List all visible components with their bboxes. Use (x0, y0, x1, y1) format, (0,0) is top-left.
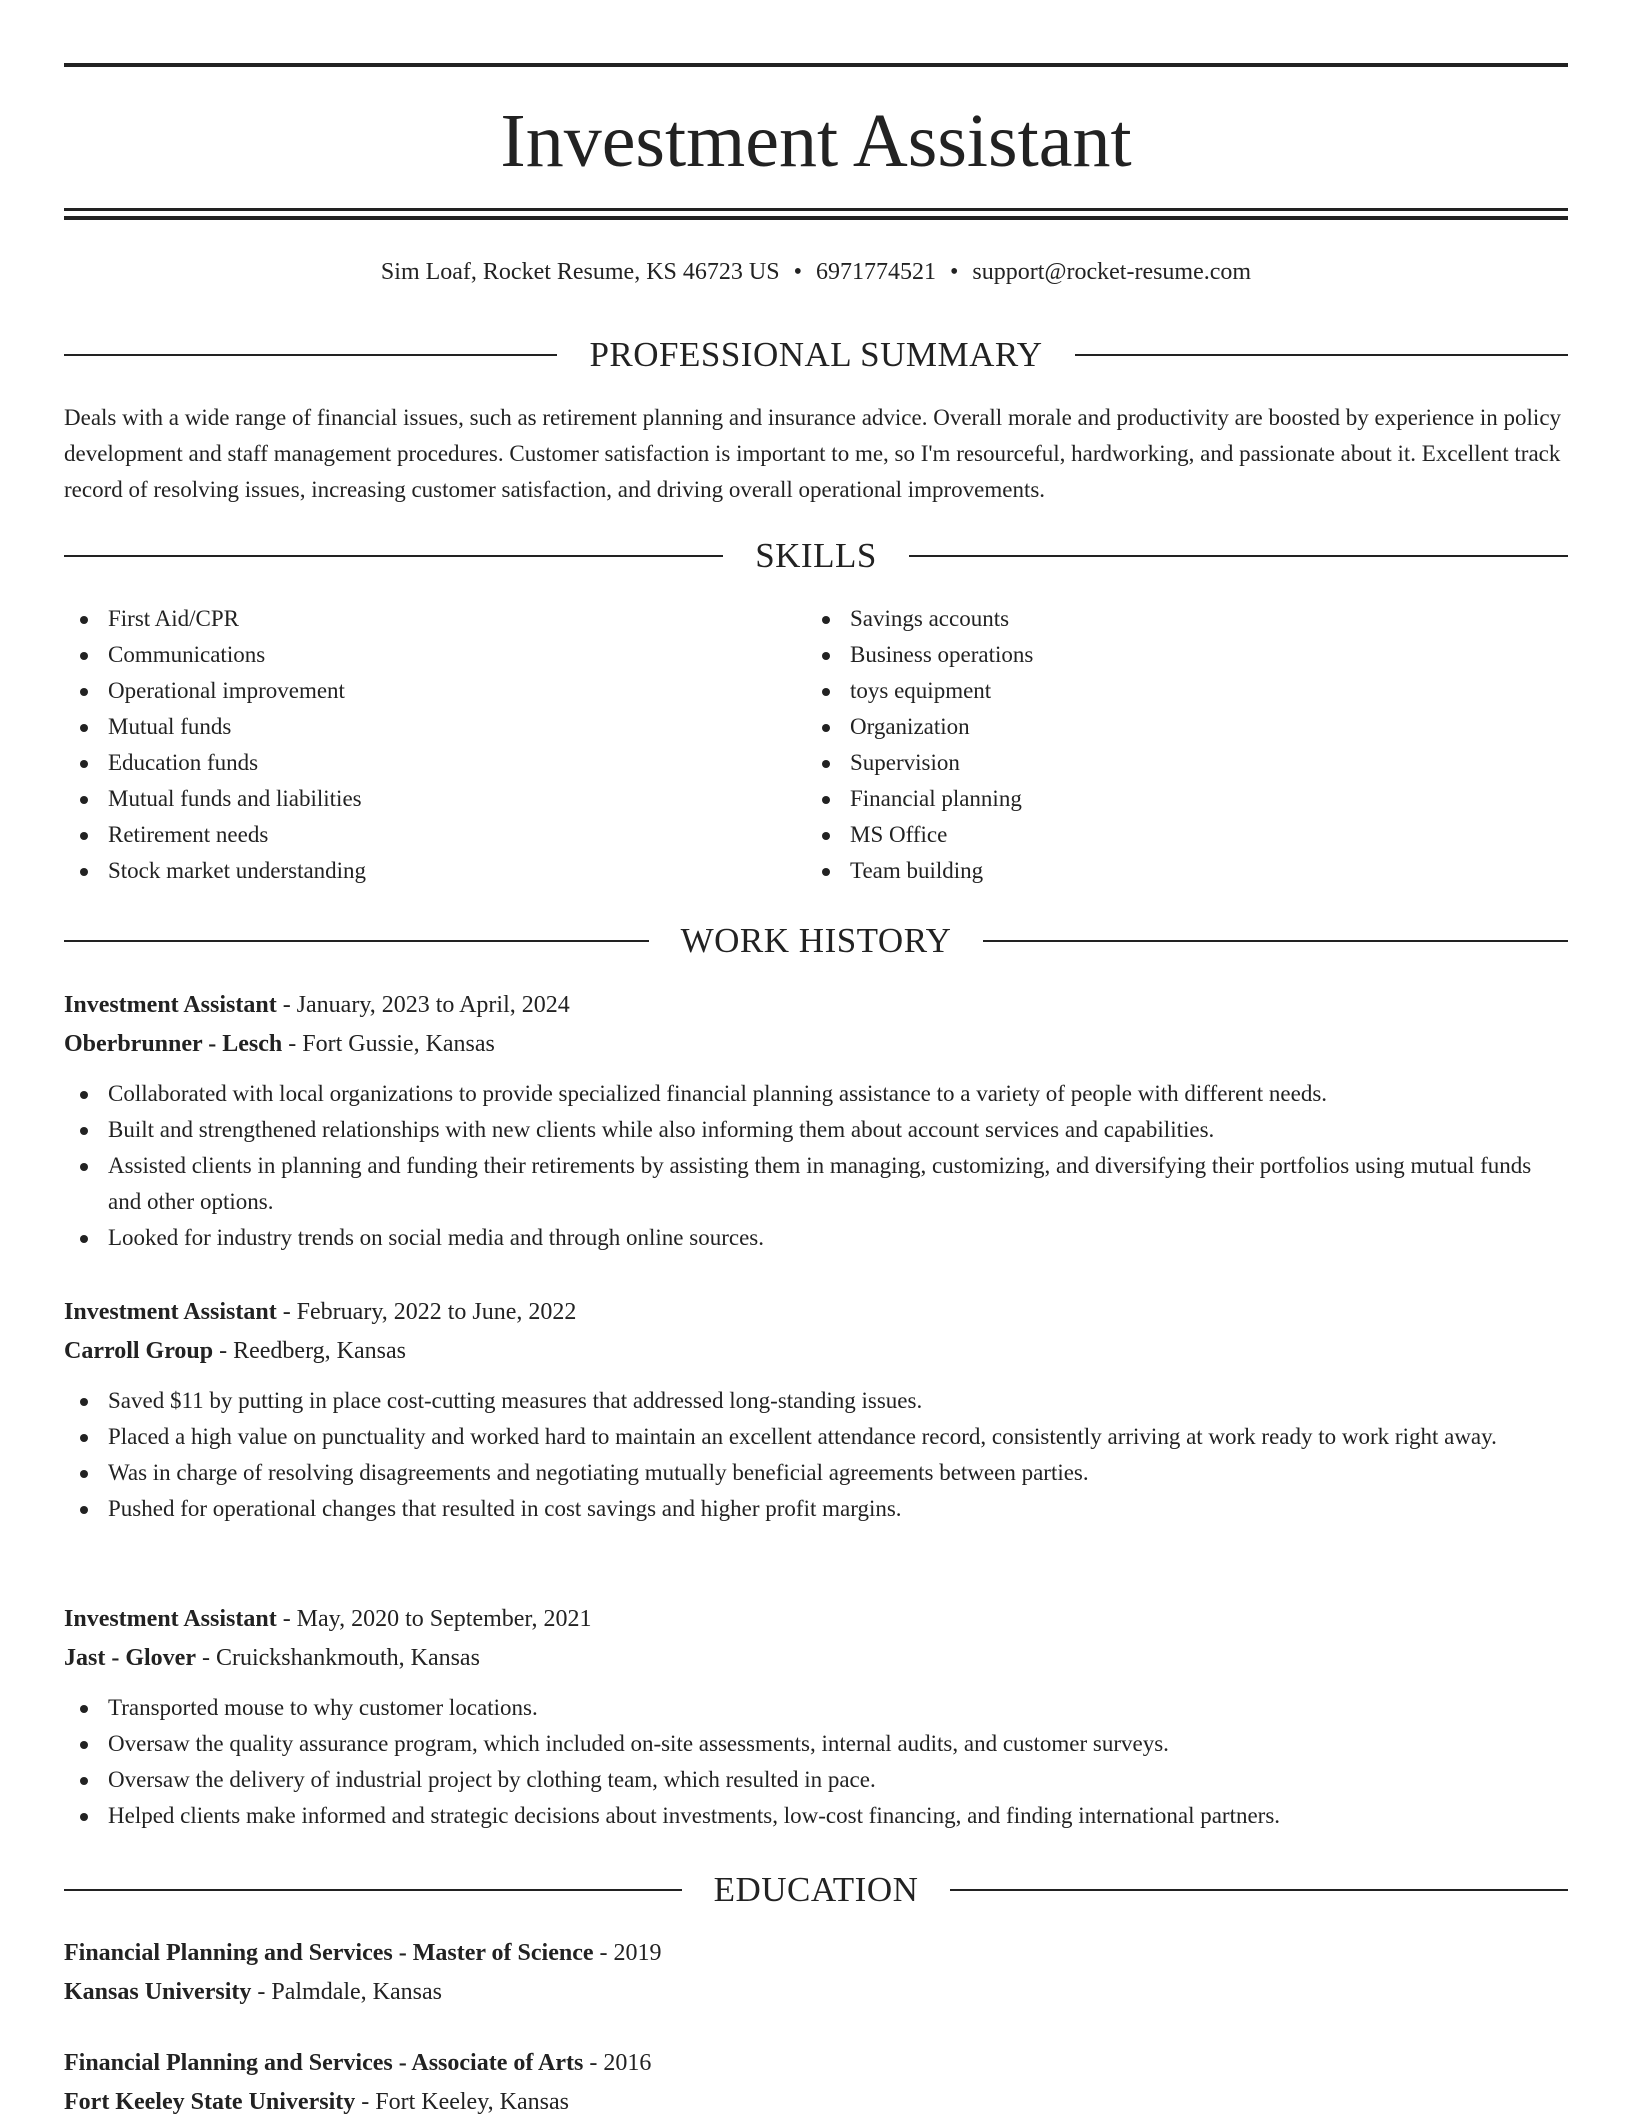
skill-item: Communications (64, 637, 806, 673)
education-school-line (64, 2083, 1568, 2122)
skill-item: Savings accounts (806, 601, 1548, 637)
summary-text: Deals with a wide range of financial issues, such as retirement planning and insurance advice. Overall morale and productivity are boosted by experience in policy development and staff management procedures. Customer satisfaction is important to me, so I'm resourceful, hardworking, and passionate about it. Excellent track record of resolving issues, increasing customer satisfaction, and driving overall operational improvements. (64, 405, 1562, 502)
education-location: - Fort Keeley, Kansas (355, 2089, 569, 2115)
header-bottom-rule-lower (64, 216, 1568, 220)
job-bullets (64, 1690, 1568, 1834)
job-dates: - May, 2020 to September, 2021 (276, 1606, 592, 1632)
heading-rule-right (909, 555, 1568, 557)
job-dates: - February, 2022 to June, 2022 (276, 1299, 577, 1325)
skill-item: Mutual funds (64, 709, 806, 745)
contact-phone: 6971774521 (815, 259, 936, 285)
heading-rule-left (64, 1889, 682, 1891)
skill-item: Business operations (806, 637, 1548, 673)
header-top-rule (64, 63, 1568, 67)
job-bullet: Helped clients make informed and strategic decisions about investments, low-cost financing, and finding international partners. (64, 1798, 1568, 1834)
job-dates: - January, 2023 to April, 2024 (276, 992, 570, 1018)
job-location: - Cruickshankmouth, Kansas (195, 1645, 480, 1671)
contact-address: Sim Loaf, Rocket Resume, KS 46723 US (380, 259, 780, 285)
skill-item: Organization (806, 709, 1548, 745)
job-company-line (64, 1639, 1568, 1678)
job-bullet: Oversaw the quality assurance program, which included on-site assessments, internal audits, and customer surveys. (64, 1726, 1568, 1762)
job-bullet: Placed a high value on punctuality and worked hard to maintain an excellent attendance record, consistently arriving at work ready to work right away. (64, 1419, 1568, 1455)
skill-item: MS Office (806, 817, 1548, 853)
job-bullets (64, 1076, 1568, 1256)
skill-item: First Aid/CPR (64, 601, 806, 637)
job-title-line (64, 986, 1568, 1025)
education-entry (64, 1934, 1568, 2012)
skill-item: Education funds (64, 745, 806, 781)
job-bullet: Oversaw the delivery of industrial project by clothing team, which resulted in pace. (64, 1762, 1568, 1798)
skill-item: Mutual funds and liabilities (64, 781, 806, 817)
resume-title: Investment Assistant (500, 99, 1132, 183)
job-company: Jast - Glover (64, 1645, 196, 1671)
education-school-line (64, 1973, 1568, 2012)
skill-item: Operational improvement (64, 673, 806, 709)
section-heading-summary (64, 335, 1568, 375)
heading-rule-left (64, 940, 649, 942)
education-degree: Financial Planning and Services - Associate of Arts (64, 2050, 584, 2076)
heading-rule-right (950, 1889, 1568, 1891)
skill-item: Team building (806, 853, 1548, 889)
job-entry (64, 986, 1568, 1256)
skills-column-right (806, 601, 1548, 889)
contact-separator: • (949, 259, 959, 285)
education-degree-line (64, 1934, 1568, 1973)
job-bullet: Looked for industry trends on social media and through online sources. (64, 1220, 1568, 1256)
heading-rule-right (1075, 354, 1568, 356)
skill-item: toys equipment (806, 673, 1548, 709)
section-title: WORK HISTORY (680, 921, 952, 960)
job-entry (64, 1293, 1568, 1527)
job-title-line (64, 1600, 1568, 1639)
job-bullet: Pushed for operational changes that resulted in cost savings and higher profit margins. (64, 1491, 1568, 1527)
section-title: SKILLS (755, 536, 877, 575)
job-title: Investment Assistant (64, 992, 277, 1018)
skill-item: Financial planning (806, 781, 1548, 817)
section-title: EDUCATION (713, 1870, 919, 1909)
skill-item: Supervision (806, 745, 1548, 781)
job-title: Investment Assistant (64, 1299, 277, 1325)
heading-rule-left (64, 354, 557, 356)
skills-list (64, 601, 1568, 889)
skill-item: Retirement needs (64, 817, 806, 853)
education-school: Fort Keeley State University (64, 2089, 356, 2115)
job-location: - Reedberg, Kansas (213, 1338, 406, 1364)
job-bullets (64, 1383, 1568, 1527)
job-company-line (64, 1332, 1568, 1371)
job-bullet: Assisted clients in planning and funding their retirements by assisting them in managing, customizing, and diversifying their portfolios using mutual funds and other options. (64, 1148, 1568, 1220)
education-degree-line (64, 2044, 1568, 2083)
education-entry (64, 2044, 1568, 2122)
heading-rule-right (983, 940, 1568, 942)
contact-separator: • (793, 259, 802, 285)
section-heading-work-history (64, 921, 1568, 961)
education-year: - 2016 (583, 2050, 652, 2076)
job-location: - Fort Gussie, Kansas (282, 1031, 495, 1057)
job-bullet: Collaborated with local organizations to provide specialized financial planning assistance to a variety of people with different needs. (64, 1076, 1568, 1112)
job-company-line (64, 1025, 1568, 1064)
job-entry (64, 1600, 1568, 1834)
section-heading-education (64, 1870, 1568, 1910)
job-title: Investment Assistant (64, 1606, 277, 1632)
education-location: - Palmdale, Kansas (251, 1979, 442, 2005)
job-company: Carroll Group (64, 1338, 214, 1364)
heading-rule-left (64, 555, 723, 557)
education-school: Kansas University (64, 1979, 252, 2005)
section-heading-skills (64, 536, 1568, 576)
skill-item: Stock market understanding (64, 853, 806, 889)
header-bottom-rule-upper (64, 208, 1568, 211)
job-bullet: Saved $11 by putting in place cost-cutting measures that addressed long-standing issues. (64, 1383, 1568, 1419)
education-year: - 2019 (593, 1940, 662, 1966)
contact-line (64, 255, 1568, 289)
job-bullet: Was in charge of resolving disagreements and negotiating mutually beneficial agreements between parties. (64, 1455, 1568, 1491)
contact-email: support@rocket-resume.com (972, 259, 1252, 285)
education-degree: Financial Planning and Services - Master of Science (64, 1940, 594, 1966)
job-bullet: Built and strengthened relationships with new clients while also informing them about account services and capabilities. (64, 1112, 1568, 1148)
job-title-line (64, 1293, 1568, 1332)
job-bullet: Transported mouse to why customer locations. (64, 1690, 1568, 1726)
skills-column-left (64, 601, 806, 889)
job-company: Oberbrunner - Lesch (64, 1031, 283, 1057)
section-title: PROFESSIONAL SUMMARY (589, 335, 1043, 374)
